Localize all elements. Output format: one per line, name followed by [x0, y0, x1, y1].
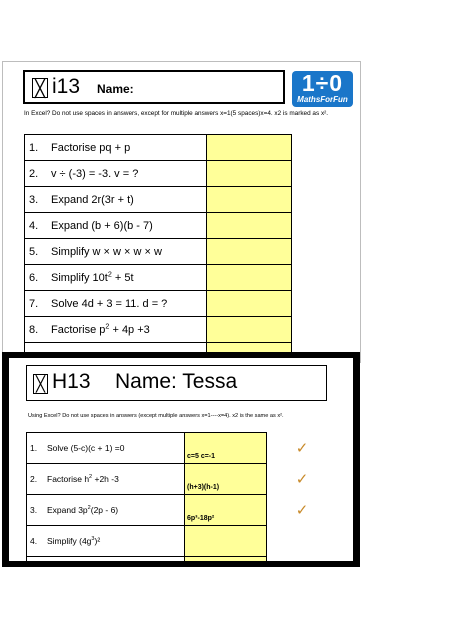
- worksheet-header: [23, 70, 285, 104]
- question-cell: [25, 239, 207, 265]
- table-row: [25, 291, 292, 317]
- question-number: 4.: [29, 219, 39, 232]
- question-text-tail: +2h -3: [92, 474, 119, 484]
- crossed-box-icon: ╳: [32, 78, 48, 98]
- question-text: Simplify (4g: [47, 536, 92, 546]
- question-table: [26, 432, 338, 561]
- question-text: Expand 3p: [47, 505, 88, 515]
- superscript: 2: [89, 474, 93, 481]
- question-number: 6.: [29, 271, 39, 284]
- table-row: [25, 213, 292, 239]
- tick-mark-icon: [267, 557, 338, 562]
- question-cell: [27, 526, 185, 557]
- worksheet-i13: [2, 61, 361, 363]
- logo-symbol: 1÷0: [301, 70, 344, 96]
- answer-field[interactable]: c=5 c=-1: [185, 433, 267, 464]
- question-cell: [25, 187, 207, 213]
- answer-field[interactable]: [207, 161, 292, 187]
- table-row: [27, 526, 338, 557]
- answer-field[interactable]: [207, 317, 292, 343]
- question-cell: [27, 495, 185, 526]
- question-text: Simplify w × w × w × w: [51, 245, 162, 258]
- answer-field[interactable]: [207, 213, 292, 239]
- question-number: 3.: [30, 505, 38, 515]
- answer-field[interactable]: [207, 187, 292, 213]
- question-cell: [25, 135, 207, 161]
- question-number: 2.: [29, 167, 39, 180]
- answer-field[interactable]: [207, 265, 292, 291]
- answer-field[interactable]: (h+3)(h-1): [185, 464, 267, 495]
- question-cell: [25, 265, 207, 291]
- question-number: 1.: [29, 141, 39, 154]
- superscript: 2: [87, 505, 91, 512]
- worksheet-h13: [9, 358, 353, 561]
- instructions: In Excel? Do not use spaces in answers, except for multiple answers x=1(5 spaces)x=4. x2 is marked as x².: [24, 110, 329, 117]
- worksheet-code: H13: [52, 370, 91, 393]
- table-row: [25, 265, 292, 291]
- answer-field[interactable]: [185, 557, 267, 562]
- question-cell: [27, 557, 185, 562]
- answer-field[interactable]: [207, 239, 292, 265]
- tick-mark-icon: ✓: [295, 471, 309, 488]
- table-row: [27, 464, 338, 495]
- question-text-tail: )²: [94, 536, 101, 546]
- logo-text: MathsForFun: [297, 95, 348, 104]
- question-cell: [25, 291, 207, 317]
- tick-mark-icon: ✓: [295, 502, 309, 519]
- answer-field[interactable]: [185, 526, 267, 557]
- student-name: Name: Tessa: [115, 370, 238, 393]
- question-cell: [27, 433, 185, 464]
- question-number: 4.: [30, 536, 38, 546]
- question-number: 3.: [29, 193, 39, 206]
- question-number: 7.: [29, 297, 39, 310]
- crossed-box-icon: ╳: [33, 374, 48, 394]
- question-text: Expand (b + 6)(b - 7): [51, 219, 153, 232]
- superscript: 3: [91, 536, 95, 543]
- question-text-tail: (2p - 6): [90, 505, 119, 515]
- superscript: 2: [107, 269, 112, 278]
- tick-mark-icon: [267, 526, 338, 557]
- superscript: 2: [105, 321, 110, 330]
- question-text: Expand 2r(3r + t): [51, 193, 134, 206]
- table-row: [27, 495, 338, 526]
- worksheet-header: [26, 365, 327, 401]
- question-number: 8.: [29, 323, 39, 336]
- question-text: Simplify 10t: [51, 271, 108, 284]
- name-label: Name:: [97, 82, 134, 96]
- question-number: 1.: [30, 443, 38, 453]
- answered-worksheet-panel: [2, 352, 360, 567]
- table-row: [25, 187, 292, 213]
- question-text: Solve 4d + 3 = 11. d = ?: [51, 297, 168, 310]
- instructions: Using Excel? Do not use spaces in answers (except multiple answers x=1----x=4). x2 is the same as x².: [28, 413, 284, 419]
- question-number: 2.: [30, 474, 38, 484]
- answer-field[interactable]: [207, 135, 292, 161]
- question-text: v ÷ (-3) = -3. v = ?: [51, 167, 139, 180]
- table-row: [25, 317, 292, 343]
- question-text: Factorise pq + p: [51, 141, 131, 154]
- table-row: [25, 239, 292, 265]
- table-row: [25, 161, 292, 187]
- question-text: Factorise h: [47, 474, 90, 484]
- question-text-tail: + 5t: [111, 271, 134, 284]
- question-number: 5.: [29, 245, 39, 258]
- question-cell: [25, 317, 207, 343]
- question-table: [24, 134, 292, 363]
- question-cell: [25, 213, 207, 239]
- question-cell: [25, 161, 207, 187]
- question-text-tail: + 4p +3: [109, 323, 150, 336]
- question-text: Solve (5-c)(c + 1) =0: [47, 443, 125, 453]
- answer-field[interactable]: [207, 291, 292, 317]
- answer-field[interactable]: 6p³-18p²: [185, 495, 267, 526]
- table-row: [27, 433, 338, 464]
- question-text: Factorise p: [51, 323, 106, 336]
- table-row: [25, 135, 292, 161]
- maths-logo: [292, 71, 353, 107]
- question-cell: [27, 464, 185, 495]
- table-row: [27, 557, 338, 562]
- worksheet-code: i13: [52, 75, 81, 98]
- tick-mark-icon: ✓: [295, 440, 309, 457]
